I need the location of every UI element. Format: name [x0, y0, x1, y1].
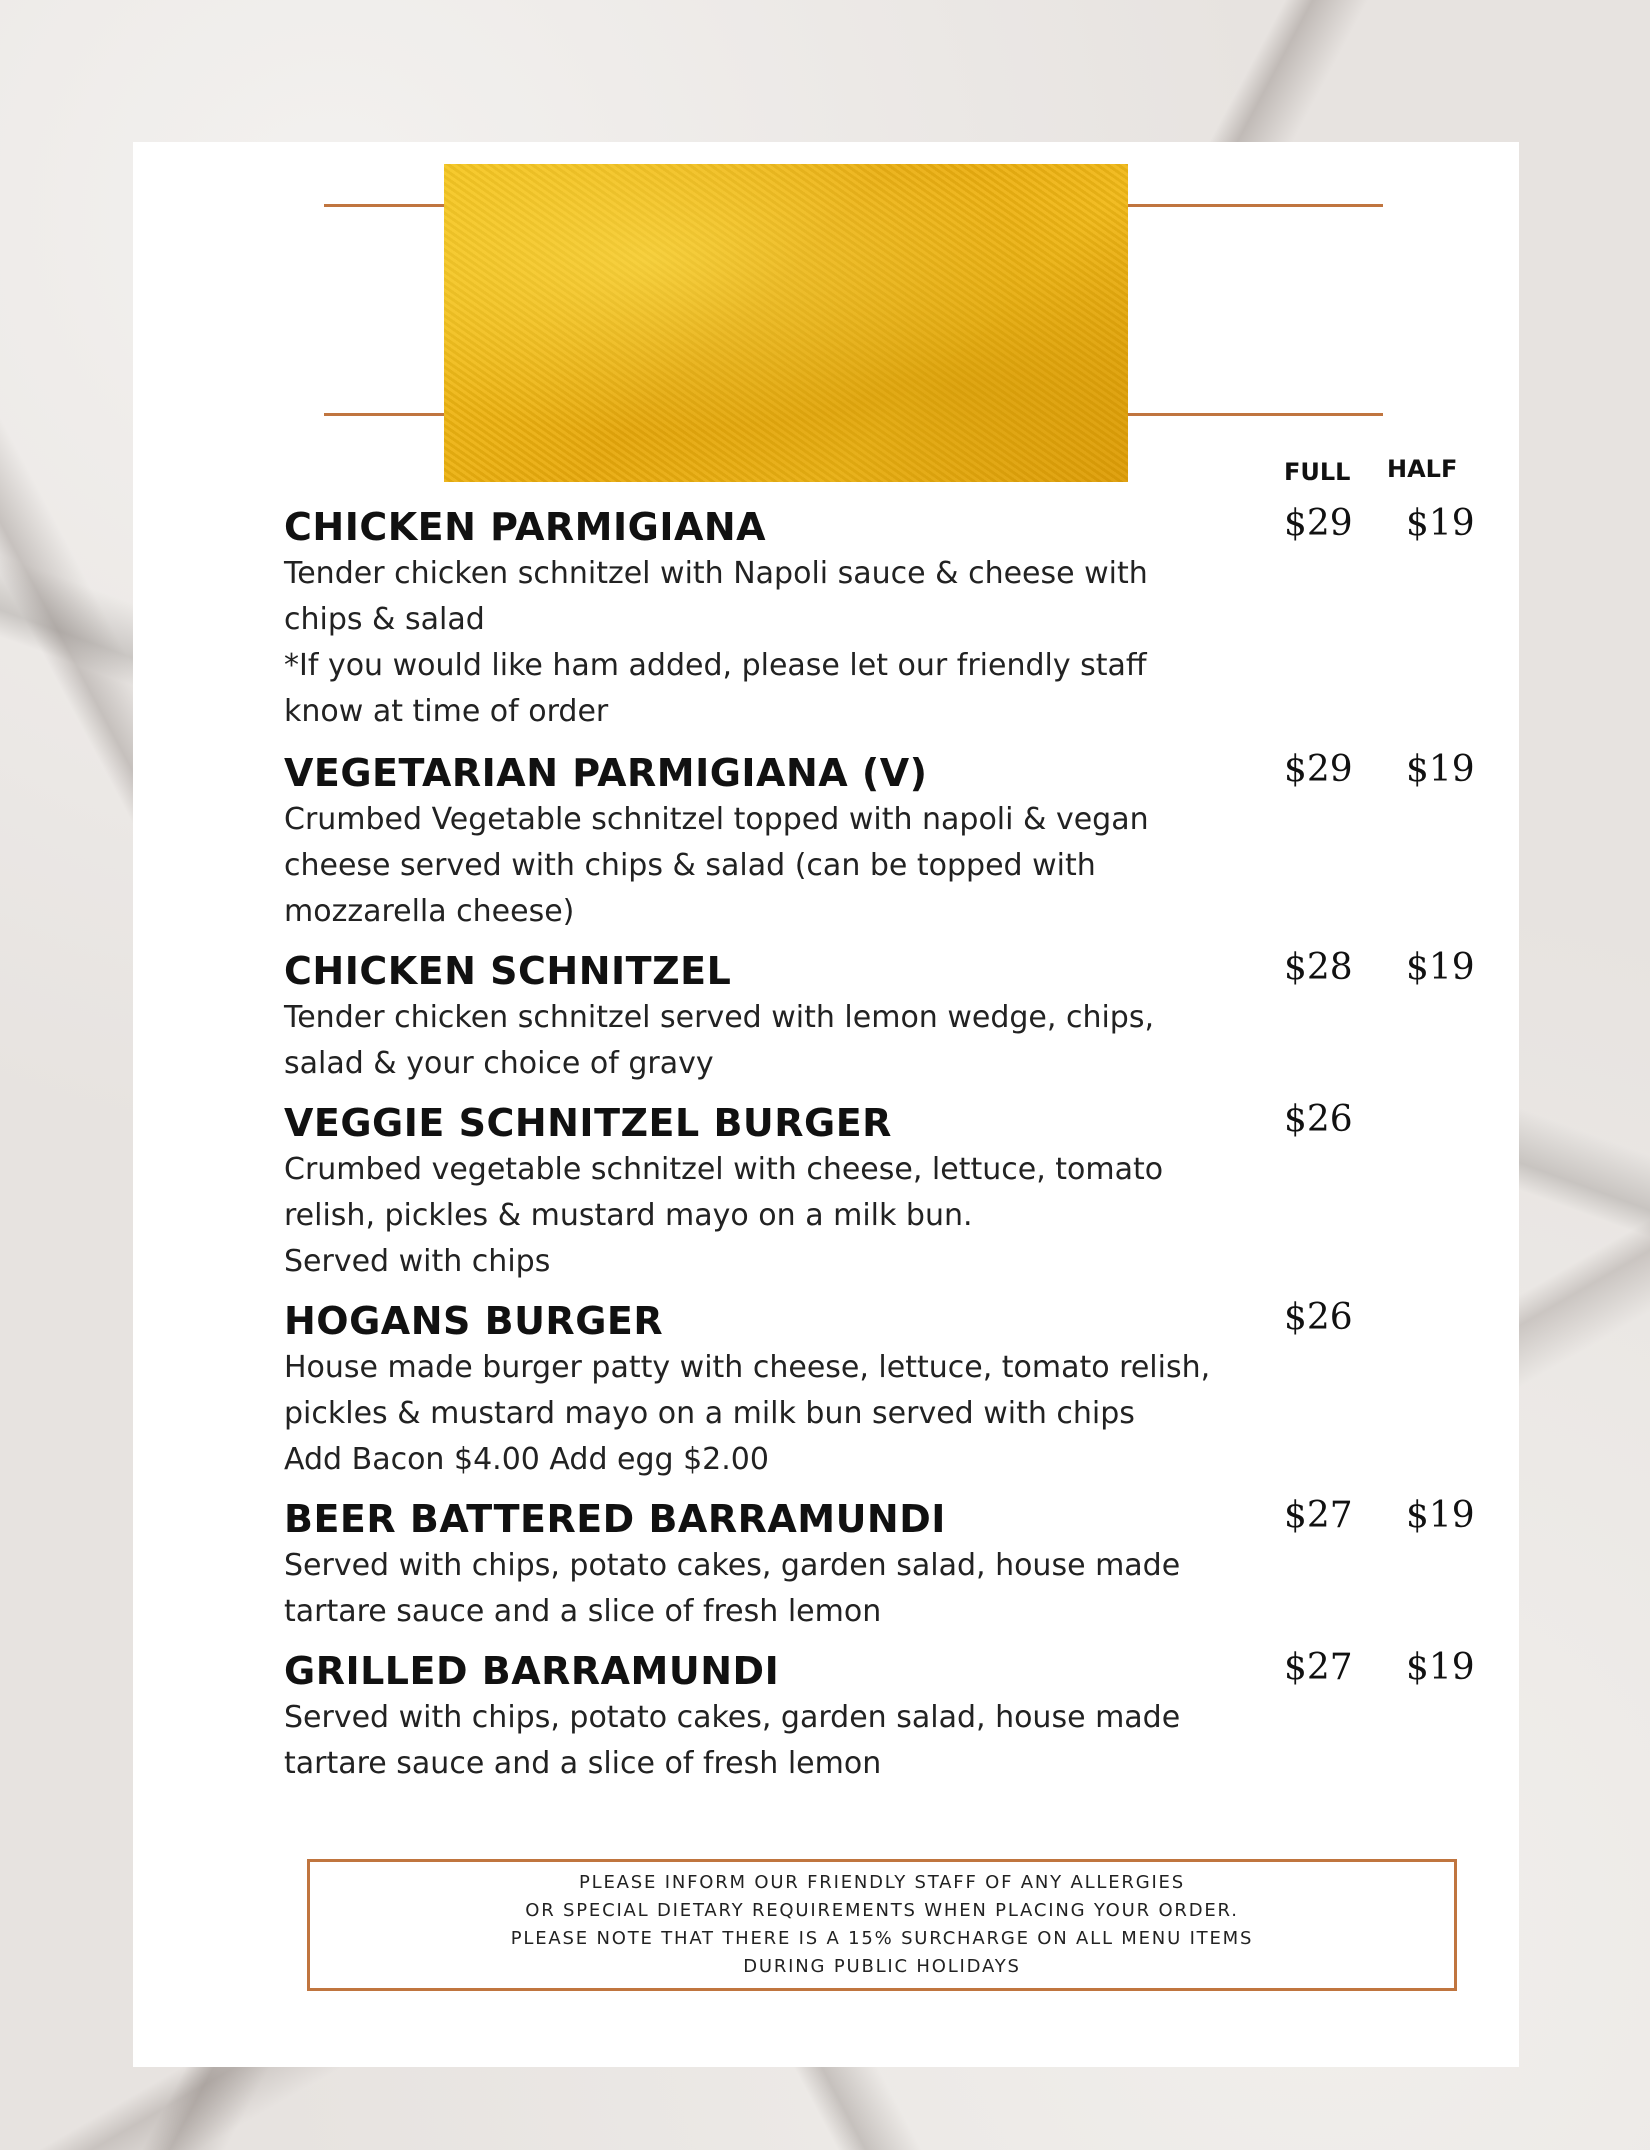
item-description	[284, 797, 1284, 935]
item-name: CHICKEN PARMIGIANA	[284, 505, 767, 549]
gold-foil-banner	[444, 164, 1128, 482]
item-description	[284, 1345, 1284, 1483]
item-name: BEER BATTERED BARRAMUNDI	[284, 1497, 946, 1541]
column-half-heading: HALF	[1387, 455, 1458, 483]
item-description-line: Crumbed vegetable schnitzel with cheese, lettuce, tomato	[284, 1152, 1164, 1187]
item-name: GRILLED BARRAMUNDI	[284, 1649, 780, 1693]
menu-item-chicken-parmigiana	[284, 503, 1284, 735]
menu-item-hogans-burger	[284, 1297, 1284, 1483]
item-description-line: Tender chicken schnitzel with Napoli sauce & cheese with	[284, 556, 1148, 591]
item-name: HOGANS BURGER	[284, 1299, 664, 1343]
item-description	[284, 1543, 1284, 1635]
menu-item-grilled-barramundi	[284, 1647, 1284, 1787]
price-half: $19	[1406, 503, 1475, 544]
price-half: $19	[1406, 749, 1475, 790]
item-description-line: Crumbed Vegetable schnitzel topped with napoli & vegan	[284, 802, 1149, 837]
notice-line: PLEASE INFORM OUR FRIENDLY STAFF OF ANY ALLERGIES	[579, 1872, 1185, 1893]
menu-item-beer-battered-barramundi	[284, 1495, 1284, 1635]
price-half: $19	[1406, 1495, 1475, 1536]
price-full: $29	[1284, 503, 1353, 544]
item-description-line: chips & salad	[284, 602, 485, 637]
decorative-rule-bottom-left	[324, 413, 444, 416]
item-description-line: cheese served with chips & salad (can be topped with	[284, 848, 1096, 883]
item-description-line: Served with chips, potato cakes, garden salad, house made	[284, 1548, 1181, 1583]
item-name: VEGGIE SCHNITZEL BURGER	[284, 1101, 892, 1145]
item-description-line: Served with chips	[284, 1244, 551, 1279]
item-description	[284, 1695, 1284, 1787]
item-name: VEGETARIAN PARMIGIANA (V)	[284, 751, 928, 795]
price-full: $27	[1284, 1647, 1353, 1688]
item-description-line: Tender chicken schnitzel served with lemon wedge, chips,	[284, 1000, 1155, 1035]
item-description-line: pickles & mustard mayo on a milk bun served with chips	[284, 1396, 1135, 1431]
item-description-line: mozzarella cheese)	[284, 894, 575, 929]
menu-item-veggie-schnitzel-burger	[284, 1099, 1284, 1285]
price-full: $28	[1284, 947, 1353, 988]
decorative-rule-top-right	[1128, 204, 1383, 207]
item-description-line: tartare sauce and a slice of fresh lemon	[284, 1746, 882, 1781]
price-full: $29	[1284, 749, 1353, 790]
item-description	[284, 995, 1284, 1087]
item-description-line: salad & your choice of gravy	[284, 1046, 714, 1081]
decorative-rule-bottom-right	[1128, 413, 1383, 416]
menu-item-vegetarian-parmigiana	[284, 749, 1284, 935]
notice-line: PLEASE NOTE THAT THERE IS A 15% SURCHARGE ON ALL MENU ITEMS	[510, 1928, 1254, 1949]
item-description	[284, 551, 1284, 735]
price-full: $27	[1284, 1495, 1353, 1536]
price-half: $19	[1406, 947, 1475, 988]
column-full-heading: FULL	[1284, 458, 1351, 486]
item-description-line: know at time of order	[284, 694, 609, 729]
item-name: CHICKEN SCHNITZEL	[284, 949, 732, 993]
item-description	[284, 1147, 1284, 1285]
item-description-line: Add Bacon $4.00 Add egg $2.00	[284, 1442, 769, 1477]
item-description-line: tartare sauce and a slice of fresh lemon	[284, 1594, 882, 1629]
menu-item-chicken-schnitzel	[284, 947, 1284, 1087]
allergy-surcharge-notice	[307, 1859, 1457, 1991]
item-description-line: House made burger patty with cheese, lettuce, tomato relish,	[284, 1350, 1211, 1385]
decorative-rule-top-left	[324, 204, 444, 207]
price-full: $26	[1284, 1099, 1353, 1140]
item-description-line: *If you would like ham added, please let our friendly staff	[284, 648, 1147, 683]
price-full: $26	[1284, 1297, 1353, 1338]
notice-line: OR SPECIAL DIETARY REQUIREMENTS WHEN PLACING YOUR ORDER.	[525, 1900, 1239, 1921]
notice-line: DURING PUBLIC HOLIDAYS	[743, 1956, 1021, 1977]
item-description-line: Served with chips, potato cakes, garden salad, house made	[284, 1700, 1181, 1735]
price-half: $19	[1406, 1647, 1475, 1688]
item-description-line: relish, pickles & mustard mayo on a milk bun.	[284, 1198, 973, 1233]
